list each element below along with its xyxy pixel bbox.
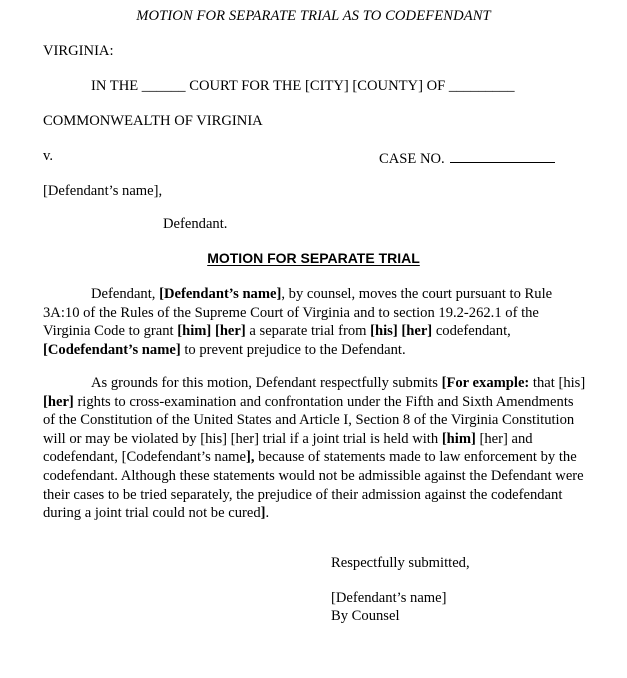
para2-text-6: . [265,505,270,522]
signature-name: [Defendant’s name] [331,590,447,606]
para1-bold-6: [Codefendant’s name] [43,341,181,358]
motion-heading: MOTION FOR SEPARATE TRIAL [207,250,420,266]
para1-text-7: to prevent prejudice to the Defendant. [180,341,406,358]
motion-paragraph-2 [43,374,588,523]
para2-bold-1: [For example: [441,375,530,391]
closing-line: Respectfully submitted, [331,555,470,571]
para1-bold-2: [him] [177,323,212,340]
para1-bold-4: [his] [370,323,398,340]
para2-text-4: [her] and codefendant, [Codefendant’s name [43,430,533,466]
versus-label: v. [43,148,53,164]
para2-text-2: that [his] [529,375,586,391]
signature-by-counsel: By Counsel [331,608,400,624]
para2-bold-3: [him] [441,430,476,447]
para2-bold-5: ] [260,505,266,522]
para2-bold-2: [her] [43,393,74,410]
para2-text-5: because of statements made to law enforcement by the codefendant. Although these statements would not be admissible against the Defendant were their cases to be tried separately, the prejudice of their admission against the codefendant during a joint trial could not be cured [43,449,584,522]
state-label: VIRGINIA: [43,43,114,59]
case-number-blank [450,148,555,163]
case-number-label: CASE NO. [379,151,445,167]
para1-bold-1: [Defendant’s name] [159,286,282,302]
para1-text-4: a separate trial from [245,323,371,340]
para2-text-1: As grounds for this motion, Defendant respectfully submits [91,375,442,391]
defendant-name-line: [Defendant’s name], [43,183,163,199]
para1-bold-3: [her] [214,323,246,340]
para1-text-2: , by counsel, moves the court pursuant to Rule 3A:10 of the Rules of the Supreme Court of Virginia and to section 19.2-262.1 of the Virginia Code to grant [43,286,553,340]
para1-text-6: codefendant, [432,323,511,340]
para2-text-3: rights to cross-examination and confrontation under the Fifth and Sixth Amendments of the Constitution of the United States and Article I, Section 8 of the Virginia Constitution will or may be violated by [his] [her] trial if a joint trial is held with [43,393,575,447]
defendant-label: Defendant. [163,216,228,232]
para2-bold-4: ], [246,449,255,466]
court-line: IN THE ______ COURT FOR THE [CITY] [COUNTY] OF _________ [91,78,515,94]
para1-bold-5: [her] [401,323,433,340]
para1-text-1: Defendant, [91,286,160,302]
case-number [379,148,555,168]
document-title: MOTION FOR SEPARATE TRIAL AS TO CODEFENDANT [136,8,491,24]
plaintiff-name: COMMONWEALTH OF VIRGINIA [43,113,263,129]
motion-paragraph-1 [43,285,588,359]
